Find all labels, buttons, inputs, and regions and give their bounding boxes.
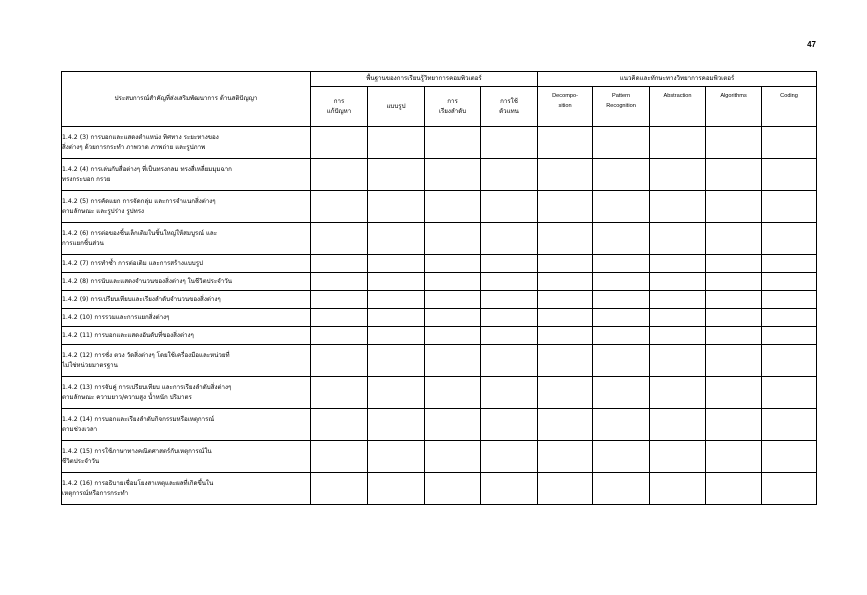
column-header-line1: Decompo-	[552, 93, 578, 99]
check-cell	[762, 377, 817, 409]
column-header-line1: การ	[333, 97, 345, 105]
check-cell	[368, 223, 425, 255]
check-cell	[311, 377, 368, 409]
check-cell	[481, 191, 538, 223]
check-cell	[650, 159, 706, 191]
check-cell	[706, 273, 762, 291]
indicator-line1: 1.4.2 (14) การบอกและเรียงลำดับกิจกรรมหรือเหตุการณ์	[62, 415, 215, 423]
check-cell	[762, 223, 817, 255]
column-header-line1: การ	[447, 97, 458, 105]
check-cell	[706, 377, 762, 409]
table-row	[62, 159, 817, 191]
check-cell	[311, 409, 368, 441]
table-row	[62, 473, 817, 505]
check-cell	[425, 127, 481, 159]
group1-header-label: พื้นฐานของการเรียนรู้วิทยาการคอมพิวเตอร์	[366, 75, 482, 82]
check-cell	[481, 345, 538, 377]
check-cell	[368, 441, 425, 473]
indicator-cell	[62, 191, 311, 223]
check-cell	[706, 191, 762, 223]
check-cell	[481, 273, 538, 291]
check-cell	[593, 441, 650, 473]
table-row	[62, 291, 817, 309]
column-header-line1: Abstraction	[663, 93, 692, 99]
column-header-line2: เรียงลำดับ	[438, 107, 467, 115]
check-cell	[425, 291, 481, 309]
check-cell	[481, 473, 538, 505]
table-row	[62, 255, 817, 273]
check-cell	[762, 291, 817, 309]
column-header	[650, 87, 706, 127]
column-header-line1: Pattern	[612, 93, 631, 99]
check-cell	[481, 377, 538, 409]
indicator-line2: สิ่งต่างๆ ด้วยการกระทำ ภาพวาด ภาพถ่าย และรูปภาพ	[62, 143, 206, 151]
check-cell	[425, 223, 481, 255]
check-cell	[762, 309, 817, 327]
check-cell	[481, 291, 538, 309]
indicator-line1: 1.4.2 (13) การจับคู่ การเปรียบเทียบ และการเรียงลำดับสิ่งต่างๆ	[62, 383, 232, 391]
check-cell	[706, 441, 762, 473]
check-cell	[368, 273, 425, 291]
column-header-line1: Coding	[780, 93, 798, 99]
check-cell	[311, 255, 368, 273]
column-header	[425, 87, 481, 127]
group2-header-label: แนวคิดและทักษะทางวิทยาการคอมพิวเตอร์	[619, 75, 735, 82]
column-header	[706, 87, 762, 127]
check-cell	[762, 159, 817, 191]
check-cell	[481, 327, 538, 345]
check-cell	[481, 309, 538, 327]
check-cell	[368, 327, 425, 345]
indicator-line2: การแยกชิ้นส่วน	[62, 239, 104, 247]
check-cell	[650, 223, 706, 255]
column-header-line2: ตัวแทน	[499, 107, 519, 115]
indicator-line1: 1.4.2 (5) การคัดแยก การจัดกลุ่ม และการจำแนกสิ่งต่างๆ	[62, 197, 216, 205]
indicator-line1: 1.4.2 (4) การเล่นกับสื่อต่างๆ ที่เป็นทรงกลม ทรงสี่เหลี่ยมมุมฉาก	[62, 165, 232, 173]
indicator-cell	[62, 441, 311, 473]
group1-header-cell	[311, 72, 538, 87]
check-cell	[311, 441, 368, 473]
check-cell	[481, 441, 538, 473]
check-cell	[538, 345, 593, 377]
indicator-line1: 1.4.2 (9) การเปรียบเทียบและเรียงลำดับจำนวนของสิ่งต่างๆ	[62, 295, 221, 303]
check-cell	[425, 327, 481, 345]
row-header-label: ประสบการณ์สำคัญที่ส่งเสริมพัฒนาการ ด้านสติปัญญา	[114, 95, 258, 102]
indicator-line1: 1.4.2 (3) การบอกและแสดงตำแหน่ง ทิศทาง ระยะทางของ	[62, 133, 219, 141]
check-cell	[538, 191, 593, 223]
check-cell	[650, 191, 706, 223]
check-cell	[425, 345, 481, 377]
check-cell	[368, 345, 425, 377]
check-cell	[762, 191, 817, 223]
indicator-cell	[62, 377, 311, 409]
check-cell	[538, 291, 593, 309]
indicator-line2: ไม่ใช่หน่วยมาตรฐาน	[62, 361, 118, 369]
indicator-cell	[62, 309, 311, 327]
indicator-cell	[62, 345, 311, 377]
check-cell	[368, 309, 425, 327]
check-cell	[311, 191, 368, 223]
check-cell	[593, 327, 650, 345]
check-cell	[311, 345, 368, 377]
check-cell	[650, 441, 706, 473]
check-cell	[762, 345, 817, 377]
check-cell	[593, 291, 650, 309]
table-row	[62, 441, 817, 473]
check-cell	[368, 127, 425, 159]
check-cell	[650, 327, 706, 345]
column-header	[593, 87, 650, 127]
check-cell	[368, 159, 425, 191]
check-cell	[311, 159, 368, 191]
indicator-cell	[62, 273, 311, 291]
check-cell	[481, 409, 538, 441]
column-header-line2: sition	[558, 103, 572, 109]
indicator-cell	[62, 127, 311, 159]
indicator-cell	[62, 159, 311, 191]
check-cell	[538, 255, 593, 273]
check-cell	[762, 273, 817, 291]
check-cell	[762, 409, 817, 441]
check-cell	[538, 273, 593, 291]
check-cell	[425, 309, 481, 327]
check-cell	[368, 377, 425, 409]
table-row	[62, 409, 817, 441]
indicator-cell	[62, 327, 311, 345]
check-cell	[425, 473, 481, 505]
check-cell	[593, 127, 650, 159]
indicator-line2: เหตุการณ์หรือการกระทำ	[62, 489, 129, 497]
check-cell	[311, 327, 368, 345]
check-cell	[538, 327, 593, 345]
indicator-cell	[62, 255, 311, 273]
check-cell	[593, 273, 650, 291]
check-cell	[706, 409, 762, 441]
check-cell	[593, 159, 650, 191]
check-cell	[481, 223, 538, 255]
indicator-line1: 1.4.2 (16) การอธิบายเชื่อมโยงสาเหตุและผลที่เกิดขึ้นใน	[62, 479, 214, 487]
check-cell	[425, 273, 481, 291]
check-cell	[762, 255, 817, 273]
column-header	[538, 87, 593, 127]
column-header	[368, 87, 425, 127]
check-cell	[650, 377, 706, 409]
check-cell	[538, 473, 593, 505]
column-header	[762, 87, 817, 127]
indicator-table	[61, 71, 817, 505]
page-number: 47	[807, 40, 816, 49]
check-cell	[593, 191, 650, 223]
row-header-cell	[62, 72, 311, 127]
check-cell	[538, 309, 593, 327]
column-header-line1: Algorithms	[720, 93, 747, 99]
table-row	[62, 309, 817, 327]
indicator-cell	[62, 223, 311, 255]
check-cell	[425, 377, 481, 409]
check-cell	[425, 441, 481, 473]
check-cell	[311, 127, 368, 159]
check-cell	[538, 159, 593, 191]
table-row	[62, 223, 817, 255]
check-cell	[368, 409, 425, 441]
check-cell	[481, 255, 538, 273]
indicator-cell	[62, 473, 311, 505]
check-cell	[706, 345, 762, 377]
check-cell	[650, 291, 706, 309]
check-cell	[706, 223, 762, 255]
check-cell	[593, 255, 650, 273]
check-cell	[425, 255, 481, 273]
check-cell	[593, 345, 650, 377]
check-cell	[311, 291, 368, 309]
check-cell	[593, 223, 650, 255]
check-cell	[538, 223, 593, 255]
indicator-line1: 1.4.2 (15) การใช้ภาษาทางคณิตศาสตร์กับเหตุการณ์ใน	[62, 447, 212, 455]
check-cell	[650, 473, 706, 505]
check-cell	[481, 127, 538, 159]
check-cell	[368, 473, 425, 505]
check-cell	[425, 409, 481, 441]
indicator-line1: 1.4.2 (10) การรวมและการแยกสิ่งต่างๆ	[62, 313, 170, 321]
check-cell	[650, 273, 706, 291]
check-cell	[650, 409, 706, 441]
column-header-line1: แบบรูป	[386, 102, 406, 110]
table-row	[62, 327, 817, 345]
indicator-line2: ทรงกระบอก กรวย	[62, 175, 111, 183]
check-cell	[762, 127, 817, 159]
indicator-line1: 1.4.2 (8) การนับและแสดงจำนวนของสิ่งต่างๆ ในชีวิตประจำวัน	[62, 277, 232, 285]
table-row	[62, 377, 817, 409]
check-cell	[481, 159, 538, 191]
group2-header-cell	[538, 72, 817, 87]
check-cell	[706, 309, 762, 327]
check-cell	[368, 255, 425, 273]
indicator-line2: ตามลักษณะ ความยาว/ความสูง น้ำหนัก ปริมาตร	[62, 393, 192, 401]
check-cell	[706, 127, 762, 159]
check-cell	[425, 159, 481, 191]
check-cell	[368, 291, 425, 309]
check-cell	[538, 127, 593, 159]
check-cell	[706, 255, 762, 273]
check-cell	[762, 441, 817, 473]
column-header	[481, 87, 538, 127]
check-cell	[706, 327, 762, 345]
table-row	[62, 191, 817, 223]
check-cell	[762, 473, 817, 505]
check-cell	[311, 273, 368, 291]
check-cell	[650, 255, 706, 273]
check-cell	[425, 191, 481, 223]
check-cell	[368, 191, 425, 223]
check-cell	[593, 409, 650, 441]
indicator-line1: 1.4.2 (7) การทำซ้ำ การต่อเติม และการสร้างแบบรูป	[62, 259, 203, 267]
check-cell	[706, 291, 762, 309]
check-cell	[706, 473, 762, 505]
table-row	[62, 127, 817, 159]
column-header	[311, 87, 368, 127]
check-cell	[593, 309, 650, 327]
column-header-line2: Recognition	[606, 103, 636, 109]
check-cell	[706, 159, 762, 191]
check-cell	[311, 473, 368, 505]
check-cell	[538, 441, 593, 473]
check-cell	[538, 377, 593, 409]
table-row	[62, 345, 817, 377]
check-cell	[593, 473, 650, 505]
column-header-line1: การใช้	[500, 97, 518, 105]
indicator-cell	[62, 409, 311, 441]
check-cell	[650, 345, 706, 377]
indicator-line1: 1.4.2 (6) การต่อของชิ้นเล็กเติมในชิ้นใหญ่ให้สมบูรณ์ และ	[62, 229, 218, 237]
table-row	[62, 273, 817, 291]
indicator-line1: 1.4.2 (11) การบอกและแสดงอันดับที่ของสิ่งต่างๆ	[62, 331, 194, 339]
column-header-line2: แก้ปัญหา	[326, 107, 352, 115]
check-cell	[650, 309, 706, 327]
indicator-cell	[62, 291, 311, 309]
indicator-line2: ตามลักษณะ และรูปร่าง รูปทรง	[62, 207, 145, 215]
check-cell	[538, 409, 593, 441]
indicator-line1: 1.4.2 (12) การชั่ง ตวง วัดสิ่งต่างๆ โดยใช้เครื่องมือและหน่วยที่	[62, 351, 230, 359]
check-cell	[593, 377, 650, 409]
check-cell	[762, 327, 817, 345]
indicator-line2: ชีวิตประจำวัน	[62, 457, 100, 465]
indicator-line2: ตามช่วงเวลา	[62, 425, 98, 433]
check-cell	[311, 223, 368, 255]
check-cell	[650, 127, 706, 159]
check-cell	[311, 309, 368, 327]
